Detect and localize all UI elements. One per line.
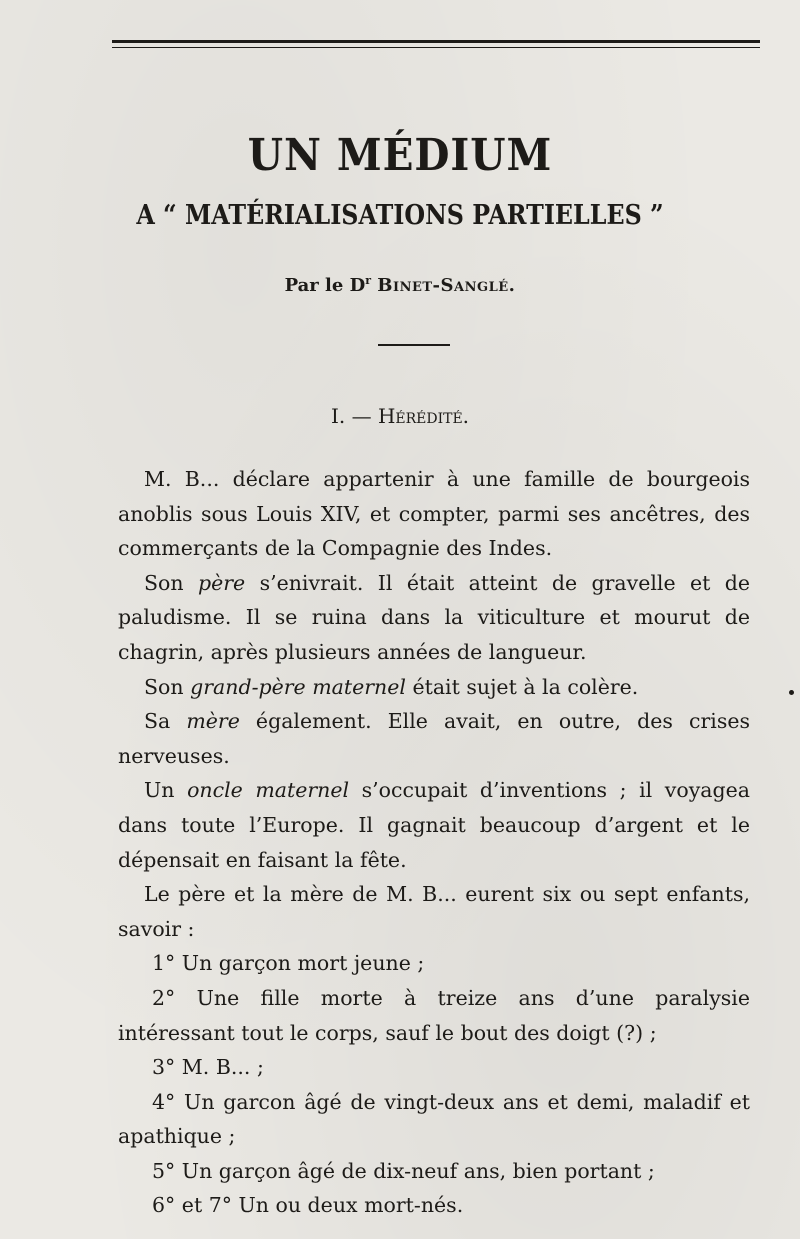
emphasis-oncle: oncle maternel xyxy=(187,778,350,803)
list-item: 1° Un garçon mort jeune ; xyxy=(152,951,425,976)
author-title-sup: r xyxy=(365,274,372,287)
paragraph-3: Son grand-père maternel était sujet à la colère. xyxy=(144,674,639,699)
article-author xyxy=(0,274,800,296)
emphasis-pere: père xyxy=(197,570,246,595)
author-name: Binet-Sanglé. xyxy=(377,275,516,296)
emphasis-mere: mère xyxy=(186,709,240,734)
print-speck xyxy=(789,690,794,695)
paragraph-2: Son père s’enivrait. Il était atteint de gravelle et de paludisme. Il se ruina dans la viticulture et mourut de chagrin, après plusieurs années de langueur. xyxy=(118,570,750,664)
list-item: 2° Une fille morte à treize ans d’une paralysie intéressant tout le corps, sauf le bout des doigt (?) ; xyxy=(118,985,750,1045)
section-title: Hérédité. xyxy=(377,404,470,428)
article-body xyxy=(118,462,750,1223)
article-subtitle: A “ MATÉRIALISATIONS PARTIELLES ” xyxy=(136,200,664,231)
list-item: 4° Un garcon âgé de vingt-deux ans et demi, maladif et apathique ; xyxy=(118,1089,750,1149)
list-item: 6° et 7° Un ou deux mort-nés. xyxy=(152,1193,464,1218)
section-heading xyxy=(0,404,800,428)
title-separator-rule xyxy=(378,344,450,346)
emphasis-grand-pere: grand-père maternel xyxy=(190,674,406,699)
author-prefix: Par le D xyxy=(284,275,366,296)
paragraph-4: Sa mère également. Elle avait, en outre, des crises nerveuses. xyxy=(118,709,750,768)
paragraph-5: Un oncle maternel s’occupait d’inventions ; il voyagea dans toute l’Europe. Il gagnait beaucoup d’argent et le dépensait en faisant la fête. xyxy=(118,778,751,872)
list-item: 5° Un garçon âgé de dix-neuf ans, bien portant ; xyxy=(152,1158,655,1183)
header-rule-thin xyxy=(112,47,760,48)
section-number: I. — xyxy=(330,404,372,428)
header-rule-thick xyxy=(112,40,760,43)
paragraph-1: M. B... déclare appartenir à une famille de bourgeois anoblis sous Louis XIV, et compter, parmi ses ancêtres, des commerçants de la Compagnie des Indes. xyxy=(118,467,750,561)
list-item: 3° M. B... ; xyxy=(152,1055,264,1080)
paragraph-6: Le père et la mère de M. B... eurent six ou sept enfants, savoir : xyxy=(118,882,750,941)
article-title: UN MÉDIUM xyxy=(247,130,553,181)
